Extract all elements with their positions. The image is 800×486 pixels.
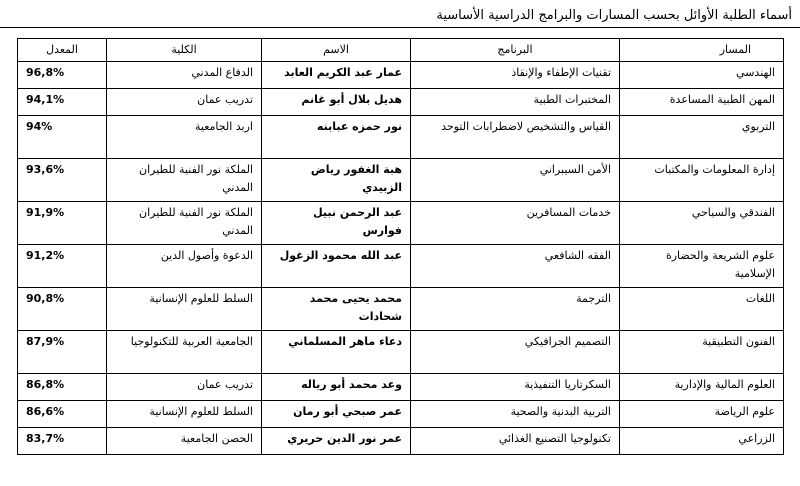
cell-average: 83,7% xyxy=(18,428,107,455)
cell-college: الدعوة وأصول الدين xyxy=(107,245,262,288)
cell-program: الأمن السيبراني xyxy=(411,159,620,202)
table-row xyxy=(18,245,784,288)
header-track: المسار xyxy=(620,39,784,62)
table-row xyxy=(18,428,784,455)
cell-track: التربوي xyxy=(620,116,784,159)
cell-track: اللغات xyxy=(620,288,784,331)
cell-name: عبد الله محمود الزغول xyxy=(262,245,411,288)
header-average: المعدل xyxy=(18,39,107,62)
cell-name: هديل بلال أبو غانم xyxy=(262,89,411,116)
cell-college: تدريب عمان xyxy=(107,374,262,401)
table-row xyxy=(18,89,784,116)
cell-name: عبد الرحمن نبيل فوارس xyxy=(262,202,411,245)
cell-average: 86,8% xyxy=(18,374,107,401)
cell-college: تدريب عمان xyxy=(107,89,262,116)
cell-average: 93,6% xyxy=(18,159,107,202)
header-college: الكلية xyxy=(107,39,262,62)
table-row xyxy=(18,288,784,331)
table-row xyxy=(18,202,784,245)
cell-college: الحصن الجامعية xyxy=(107,428,262,455)
cell-average: 94,1% xyxy=(18,89,107,116)
cell-average: 90,8% xyxy=(18,288,107,331)
cell-track: الفندقي والسياحي xyxy=(620,202,784,245)
header-name: الاسم xyxy=(262,39,411,62)
cell-name: محمد يحيى محمد شحادات xyxy=(262,288,411,331)
cell-name: وعد محمد أبو رياله xyxy=(262,374,411,401)
cell-average: 94% xyxy=(18,116,107,159)
table-row xyxy=(18,159,784,202)
cell-college: الجامعية العربية للتكنولوجيا xyxy=(107,331,262,374)
cell-college: اربد الجامعية xyxy=(107,116,262,159)
cell-program: السكرتاريا التنفيذية xyxy=(411,374,620,401)
cell-program: تكنولوجيا التصنيع الغذائي xyxy=(411,428,620,455)
table-header-row xyxy=(18,39,784,62)
cell-college: السلط للعلوم الإنسانية xyxy=(107,288,262,331)
cell-average: 86,6% xyxy=(18,401,107,428)
table-row xyxy=(18,401,784,428)
cell-college: السلط للعلوم الإنسانية xyxy=(107,401,262,428)
table-row xyxy=(18,116,784,159)
title-divider xyxy=(0,27,800,28)
header-program: البرنامج xyxy=(411,39,620,62)
cell-program: الترجمة xyxy=(411,288,620,331)
cell-track: الهندسي xyxy=(620,62,784,89)
cell-track: الفنون التطبيقية xyxy=(620,331,784,374)
cell-program: التربية البدنية والصحية xyxy=(411,401,620,428)
cell-name: دعاء ماهر المسلماني xyxy=(262,331,411,374)
cell-name: هبة الغفور رياض الزبيدي xyxy=(262,159,411,202)
cell-program: تقنيات الإطفاء والإنقاذ xyxy=(411,62,620,89)
page-title: أسماء الطلبة الأوائل بحسب المسارات والبرامج الدراسية الأساسية xyxy=(436,8,792,23)
cell-program: التصميم الجرافيكي xyxy=(411,331,620,374)
table-row xyxy=(18,374,784,401)
cell-track: الزراعي xyxy=(620,428,784,455)
cell-program: المختبرات الطبية xyxy=(411,89,620,116)
cell-average: 91,9% xyxy=(18,202,107,245)
cell-program: الفقه الشافعي xyxy=(411,245,620,288)
students-table xyxy=(17,38,784,455)
cell-college: الدفاع المدني xyxy=(107,62,262,89)
cell-track: علوم الشريعة والحضارة الإسلامية xyxy=(620,245,784,288)
table-row xyxy=(18,62,784,89)
cell-program: القياس والتشخيص لاضطرابات التوحد xyxy=(411,116,620,159)
cell-college: الملكة نور الفنية للطيران المدني xyxy=(107,202,262,245)
cell-average: 87,9% xyxy=(18,331,107,374)
cell-track: العلوم المالية والإدارية xyxy=(620,374,784,401)
cell-average: 96,8% xyxy=(18,62,107,89)
cell-average: 91,2% xyxy=(18,245,107,288)
cell-track: المهن الطبية المساعدة xyxy=(620,89,784,116)
cell-college: الملكة نور الفنية للطيران المدني xyxy=(107,159,262,202)
cell-track: إدارة المعلومات والمكتبات xyxy=(620,159,784,202)
cell-name: عمر صبحي أبو رمان xyxy=(262,401,411,428)
cell-track: علوم الرياضة xyxy=(620,401,784,428)
cell-name: عمر نور الدين حريري xyxy=(262,428,411,455)
cell-name: نور حمزه عبابنه xyxy=(262,116,411,159)
cell-program: خدمات المسافرين xyxy=(411,202,620,245)
table-row xyxy=(18,331,784,374)
cell-name: عمار عبد الكريم العابد xyxy=(262,62,411,89)
